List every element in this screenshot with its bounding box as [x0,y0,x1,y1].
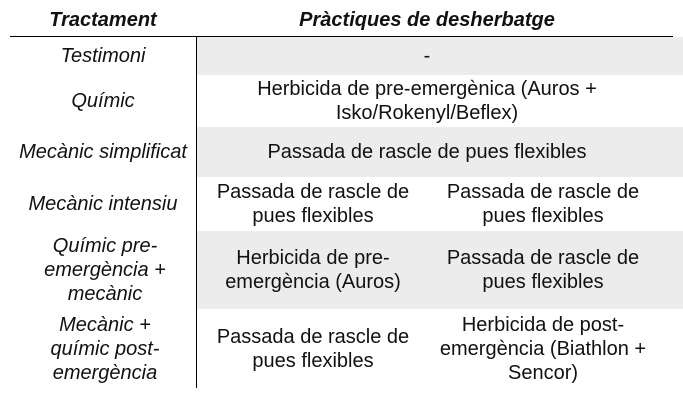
treatment-mecanic-intensiu: Mecànic intensiu [28,193,178,215]
practice-mecanic-intensiu-1: Passada de rascle de pues flexibles [216,181,410,227]
header-treatment: Tractament [49,9,157,31]
treatment-testimoni: Testimoni [60,45,146,67]
practice-mecanic-intensiu-2: Passada de rascle de pues flexibles [446,181,640,227]
treatment-quimic-pre-mecanic: Químic pre-emergència + mecànic [44,235,166,305]
practice-quimic-pre-mecanic-2: Passada de rascle de pues flexibles [446,247,640,293]
practice-testimoni: - [423,45,431,67]
practice-quimic-pre-mecanic-1: Herbicida de pre-emergència (Auros) [225,247,401,293]
practice-quimic: Herbicida de pre-emergènica (Auros + Isko/Rokenyl/Beflex) [257,78,597,124]
treatment-quimic: Químic [71,90,135,112]
practice-mecanic-simplificat: Passada de rascle de pues flexibles [267,141,587,163]
practice-mecanic-quimic-post-1: Passada de rascle de pues flexibles [216,326,410,372]
treatment-mecanic-simplificat: Mecànic simplificat [19,141,187,163]
treatment-mecanic-quimic-post: Mecànic + químic post-emergència [50,314,160,384]
practice-mecanic-quimic-post-2: Herbicida de post-emergència (Biathlon + Sencor) [439,314,647,384]
header-practices: Pràctiques de desherbatge [299,9,555,31]
